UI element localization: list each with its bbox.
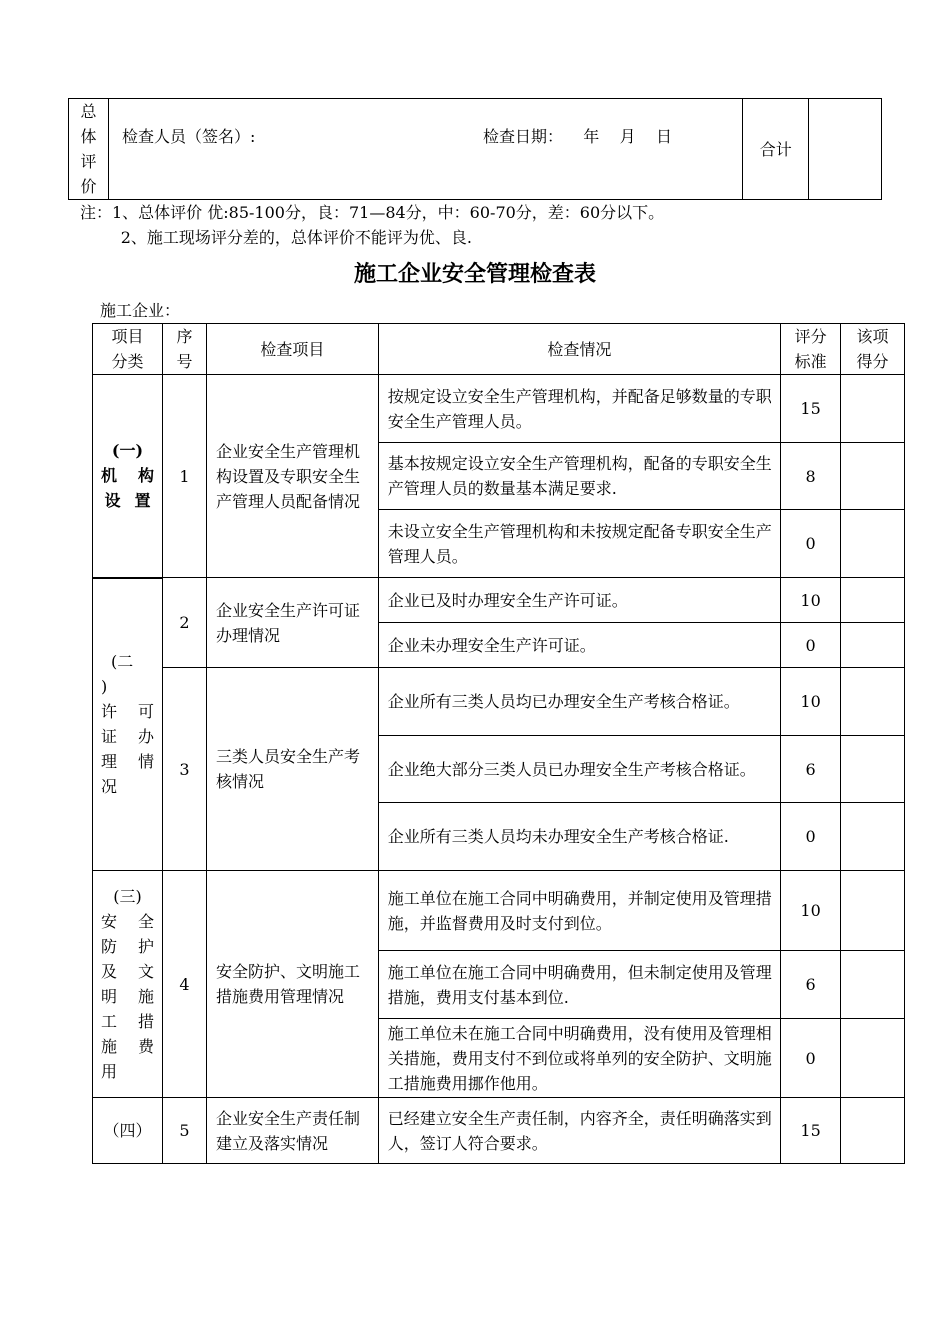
standard-cell: 15 bbox=[781, 1098, 841, 1164]
summary-table bbox=[68, 98, 882, 200]
total-label: 合计 bbox=[743, 99, 809, 200]
item-cell: 安全防护、文明施工措施费用管理情况 bbox=[206, 871, 378, 1098]
condition-cell: 未设立安全生产管理机构和未按规定配备专职安全生产管理人员。 bbox=[378, 510, 780, 578]
seq-cell: 5 bbox=[162, 1098, 206, 1164]
note-line-1: 注：1、总体评价 优:85-100分，良：71—84分，中：60-70分，差：60分以下。 bbox=[80, 203, 665, 222]
condition-cell: 施工单位在施工合同中明确费用，但未制定使用及管理措施，费用支付基本到位. bbox=[378, 951, 780, 1019]
header-standard: 评分 标准 bbox=[781, 324, 841, 375]
note-line-2: 2、施工现场评分差的，总体评价不能评为优、良. bbox=[80, 228, 472, 247]
category-cell: (二 ) 许 可 证 办 理 情 况 bbox=[93, 578, 163, 871]
table-row bbox=[93, 871, 905, 951]
inspection-date-label: 检查日期： 年 月 日 bbox=[482, 127, 672, 146]
overall-evaluation-label: 总 体 评 价 bbox=[69, 99, 109, 200]
table-row bbox=[93, 375, 905, 443]
condition-cell: 施工单位在施工合同中明确费用，并制定使用及管理措施，并监督费用及时支付到位。 bbox=[378, 871, 780, 951]
score-input-cell[interactable] bbox=[841, 871, 905, 951]
score-input-cell[interactable] bbox=[841, 443, 905, 510]
condition-cell: 企业已及时办理安全生产许可证。 bbox=[378, 578, 780, 623]
condition-cell: 按规定设立安全生产管理机构，并配备足够数量的专职安全生产管理人员。 bbox=[378, 375, 780, 443]
standard-cell: 0 bbox=[781, 510, 841, 578]
category-cell: （四） bbox=[93, 1098, 163, 1164]
score-input-cell[interactable] bbox=[841, 1019, 905, 1098]
standard-cell: 10 bbox=[781, 578, 841, 623]
header-condition: 检查情况 bbox=[378, 324, 780, 375]
inspector-signature-label: 检查人员（签名）: bbox=[121, 127, 256, 146]
standard-cell: 0 bbox=[781, 623, 841, 668]
standard-cell: 6 bbox=[781, 951, 841, 1019]
standard-cell: 15 bbox=[781, 375, 841, 443]
score-input-cell[interactable] bbox=[841, 736, 905, 803]
score-input-cell[interactable] bbox=[841, 623, 905, 668]
category-cell: (一) 机 构 设 置 bbox=[93, 375, 163, 578]
condition-cell: 已经建立安全生产责任制，内容齐全，责任明确落实到人，签订人符合要求。 bbox=[378, 1098, 780, 1164]
condition-cell: 企业未办理安全生产许可证。 bbox=[378, 623, 780, 668]
page-title: 施工企业安全管理检查表 bbox=[353, 262, 596, 287]
condition-cell: 企业所有三类人员均已办理安全生产考核合格证。 bbox=[378, 668, 780, 736]
standard-cell: 8 bbox=[781, 443, 841, 510]
score-input-cell[interactable] bbox=[841, 803, 905, 871]
table-row bbox=[93, 668, 905, 736]
score-input-cell[interactable] bbox=[841, 510, 905, 578]
table-row bbox=[93, 578, 905, 623]
item-cell: 三类人员安全生产考核情况 bbox=[206, 668, 378, 871]
score-input-cell[interactable] bbox=[841, 668, 905, 736]
condition-cell: 企业所有三类人员均未办理安全生产考核合格证. bbox=[378, 803, 780, 871]
score-input-cell[interactable] bbox=[841, 951, 905, 1019]
category-cell: (三) 安 全 防 护 及 文 明 施 工 措 施 费 用 bbox=[93, 871, 163, 1098]
condition-cell: 基本按规定设立安全生产管理机构，配备的专职安全生产管理人员的数量基本满足要求. bbox=[378, 443, 780, 510]
total-value-cell[interactable] bbox=[809, 99, 882, 200]
table-row bbox=[93, 1098, 905, 1164]
inspection-table bbox=[92, 323, 905, 1164]
standard-cell: 10 bbox=[781, 668, 841, 736]
item-cell: 企业安全生产管理机构设置及专职安全生产管理人员配备情况 bbox=[206, 375, 378, 578]
seq-cell: 4 bbox=[162, 871, 206, 1098]
header-item: 检查项目 bbox=[206, 324, 378, 375]
standard-cell: 10 bbox=[781, 871, 841, 951]
standard-cell: 0 bbox=[781, 1019, 841, 1098]
header-score: 该项 得分 bbox=[841, 324, 905, 375]
seq-cell: 2 bbox=[162, 578, 206, 668]
item-cell: 企业安全生产许可证办理情况 bbox=[206, 578, 378, 668]
header-seq: 序 号 bbox=[162, 324, 206, 375]
condition-cell: 企业绝大部分三类人员已办理安全生产考核合格证。 bbox=[378, 736, 780, 803]
header-category: 项目 分类 bbox=[93, 324, 163, 375]
condition-cell: 施工单位未在施工合同中明确费用，没有使用及管理相关措施，费用支付不到位或将单列的安全防护、文明施工措施费用挪作他用。 bbox=[378, 1019, 780, 1098]
score-input-cell[interactable] bbox=[841, 1098, 905, 1164]
score-input-cell[interactable] bbox=[841, 375, 905, 443]
standard-cell: 0 bbox=[781, 803, 841, 871]
seq-cell: 3 bbox=[162, 668, 206, 871]
item-cell: 企业安全生产责任制建立及落实情况 bbox=[206, 1098, 378, 1164]
score-input-cell[interactable] bbox=[841, 578, 905, 623]
company-label: 施工企业： bbox=[100, 301, 181, 320]
header-row bbox=[93, 324, 905, 375]
standard-cell: 6 bbox=[781, 736, 841, 803]
inspector-date-cell bbox=[108, 99, 742, 200]
seq-cell: 1 bbox=[162, 375, 206, 578]
